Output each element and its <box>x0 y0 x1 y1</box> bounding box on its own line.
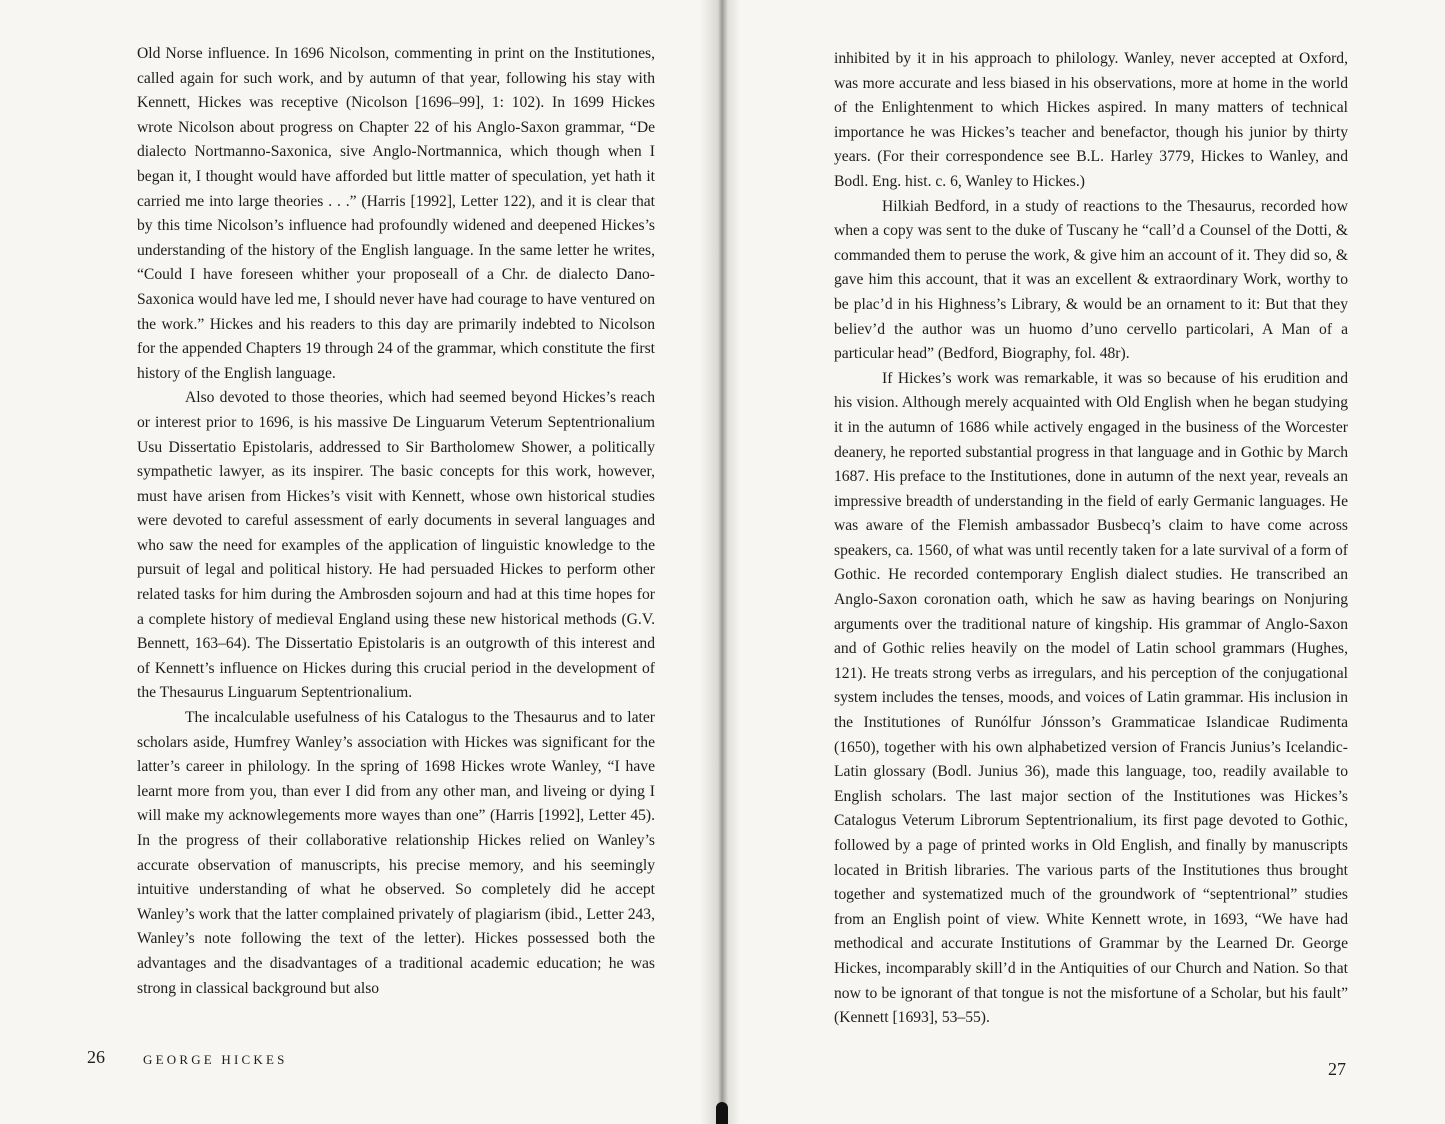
paragraph: Also devoted to those theories, which had seemed beyond Hickes’s reach or interest prior to 1696, is his massive De Linguarum Veterum Septentrionalium Usu Dissertatio Epistolaris, addressed to Sir Bartholomew Shower, a politically sympathetic lawyer, as its inspirer. The basic concepts for this work, however, must have arisen from Hickes’s visit with Kennett, whose own historical studies were devoted to careful assessment of early documents in several languages and who saw the need for examples of the application of linguistic knowledge to the pursuit of legal and political history. He had persuaded Hickes to perform other related tasks for him during the Ambrosden sojourn and had at this time hopes for a complete history of medieval England using these new historical methods (G.V. Bennett, 163–64). The Dissertatio Epistolaris is an outgrowth of this interest and of Kennett’s influence on Hickes during this crucial period in the development of the Thesaurus Linguarum Septentrionalium. <box>137 389 655 702</box>
paragraph: Old Norse influence. In 1696 Nicolson, commenting in print on the Institutiones, called again for such work, and by autumn of that year, following his stay with Kennett, Hickes was receptive (Nicolson [1696–99], 1: 102). In 1699 Hickes wrote Nicolson about progress on Chapter 22 of his Anglo-Saxon grammar, “De dialecto Nortmanno-Saxonica, sive Anglo-Nortmannica, which though when I began it, I thought would have afforded but little matter of speculation, yet hath it carried me into large theories . . .” (Harris [1992], Letter 122), and it is clear that by this time Nicolson’s influence had profoundly widened and deepened Hickes’s understanding of the history of the English language. In the same letter he writes, “Could I have foreseen whither your proposeall of a Chr. de dialecto Dano-Saxonica would have led me, I should never have had courage to have ventured on the work.” Hickes and his readers to this day are primarily indebted to Nicolson for the appended Chapters 19 through 24 of the grammar, which constitute the first history of the English language. <box>137 45 655 382</box>
paragraph: If Hickes’s work was remarkable, it was so because of his erudition and his vision. Although merely acquainted with Old English when he began studying it in the autumn of 1686 while actively engaged in the business of the Worcester deanery, he reported substantial progress in that language and in Gothic by March 1687. His preface to the Institutiones, done in autumn of the next year, reveals an impressive breadth of understanding in the field of early Germanic languages. He was aware of the Flemish ambassador Busbecq’s claim to have come across speakers, ca. 1560, of what was until recently taken for a late survival of a form of Gothic. He recorded contemporary English dialect studies. He transcribed an Anglo-Saxon coronation oath, which he saw as having bearings on Nonjuring arguments over the traditional nature of kingship. His grammar of Anglo-Saxon and of Gothic relies heavily on the model of Latin school grammars (Hughes, 121). He treats strong verbs as irregulars, and his perception of the conjugational system includes the tenses, moods, and voices of Latin grammar. His inclusion in the Institutiones of Runólfur Jónsson’s Grammaticae Islandicae Rudimenta (1650), together with his own alphabetized version of Francis Junius’s Icelandic-Latin glossary (Bodl. Junius 36), made this language, too, readily available to English scholars. The last major section of the Institutiones was Hickes’s Catalogus Veterum Librorum Septentrionalium, its first page devoted to Gothic, followed by a page of printed works in Old English, and finally by manuscripts located in British libraries. The various parts of the Institutiones thus brought together and systematized much of the groundwork of “septentrional” studies from an English point of view. White Kennett wrote, in 1693, “We have had methodical and accurate Institutions of Grammar by the Learned Dr. George Hickes, incomparably skill’d in the Antiquities of our Church and Nation. So that now to be ignorant of that tongue is not the misfortune of a Scholar, but his fault” (Kennett [1693], 53–55). <box>834 369 1348 1027</box>
page-number: 26 <box>87 1047 105 1067</box>
right-page-body <box>834 47 1348 1031</box>
gutter-shadow <box>716 1102 728 1124</box>
running-head: GEORGE HICKES <box>143 1052 288 1067</box>
left-page-body <box>137 42 655 1001</box>
left-page <box>0 0 712 1124</box>
paragraph: Hilkiah Bedford, in a study of reactions to the Thesaurus, recorded how when a copy was sent to the duke of Tuscany he “call’d a Counsel of the Dotti, & commanded them to peruse the work, & give him an account of it. They did so, & gave him this account, that it was an excellent & extraordinary Work, worthy to be plac’d in his Highness’s Library, & would be an ornament to it: But that they believ’d the author was un huomo d’uno cervello particolari, A Man of a particular head” (Bedford, Biography, fol. 48r). <box>834 197 1348 363</box>
right-page <box>728 0 1445 1124</box>
page-number: 27 <box>1328 1059 1346 1079</box>
paragraph: The incalculable usefulness of his Catalogus to the Thesaurus and to later scholars aside, Humfrey Wanley’s association with Hickes was significant for the latter’s career in philology. In the spring of 1698 Hickes wrote Wanley, “I have learnt more from you, than ever I did from any other man, and liveing or dying I will make my acknowlegements more wayes than one” (Harris [1992], Letter 45). In the progress of their collaborative relationship Hickes relied on Wanley’s accurate observation of manuscripts, his precise memory, and his seemingly intuitive understanding of what he observed. So completely did he accept Wanley’s work that the latter complained privately of plagiarism (ibid., Letter 243, Wanley’s note following the text of the letter). Hickes possessed both the advantages and the disadvantages of a traditional academic education; he was strong in classical background but also <box>137 709 655 997</box>
paragraph: inhibited by it in his approach to philology. Wanley, never accepted at Oxford, was more accurate and less biased in his observations, more at home in the world of the Enlightenment to which Hickes aspired. In many matters of technical importance he was Hickes’s teacher and benefactor, though his junior by thirty years. (For their correspondence see B.L. Harley 3779, Hickes to Wanley, and Bodl. Eng. hist. c. 6, Wanley to Hickes.) <box>834 50 1348 190</box>
book-gutter <box>700 0 740 1124</box>
